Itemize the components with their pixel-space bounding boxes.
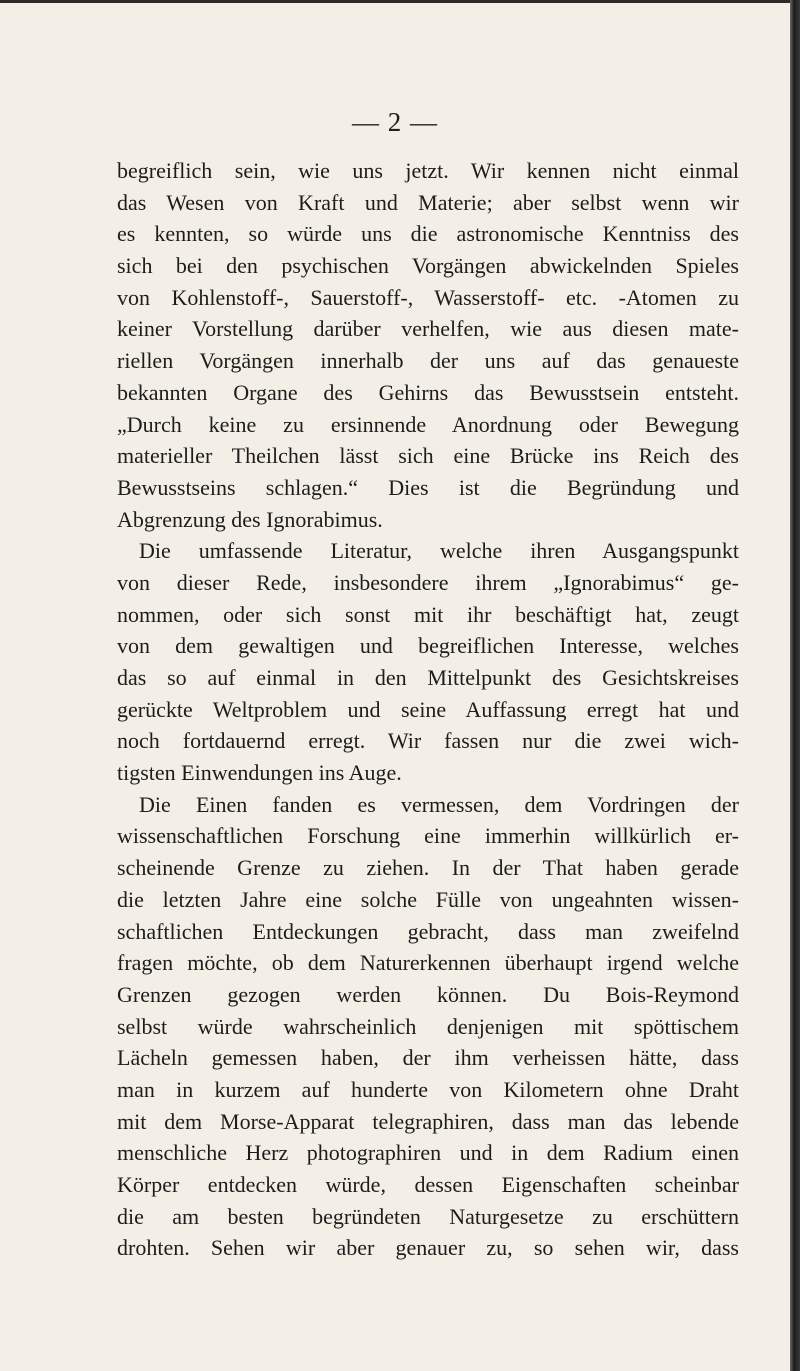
text-line: bekannten Organe des Gehirns das Bewusstsein entsteht. xyxy=(117,379,739,405)
text-line: Die umfassende Literatur, welche ihren Ausgangspunkt xyxy=(139,538,739,564)
text-line: scheinende Grenze zu ziehen. In der That haben gerade xyxy=(117,855,739,881)
text-line: Bewusstseins schlagen.“ Dies ist die Begründung und xyxy=(117,474,739,500)
text-line: materieller Theilchen lässt sich eine Brücke ins Reich des xyxy=(117,443,739,469)
text-line: tigsten Einwendungen ins Auge. xyxy=(117,760,402,786)
text-line: keiner Vorstellung darüber verhelfen, wie aus diesen mate- xyxy=(117,316,739,342)
text-line: menschliche Herz photographiren und in dem Radium einen xyxy=(117,1140,739,1166)
text-line: Grenzen gezogen werden können. Du Bois-Reymond xyxy=(117,981,739,1007)
text-line: Abgrenzung des Ignorabimus. xyxy=(117,506,383,532)
text-line: es kennten, so würde uns die astronomische Kenntniss des xyxy=(117,221,739,247)
book-spine-edge xyxy=(790,0,800,1371)
text-line: nommen, oder sich sonst mit ihr beschäftigt hat, zeugt xyxy=(117,601,739,627)
text-line: das Wesen von Kraft und Materie; aber selbst wenn wir xyxy=(117,189,739,215)
text-line: drohten. Sehen wir aber genauer zu, so sehen wir, dass xyxy=(117,1235,739,1261)
text-line: Die Einen fanden es vermessen, dem Vordringen der xyxy=(139,791,739,817)
text-line: „Durch keine zu ersinnende Anordnung oder Bewegung xyxy=(117,411,739,437)
text-line: von dem gewaltigen und begreiflichen Interesse, welches xyxy=(117,633,739,659)
page-number: — 2 — xyxy=(352,107,438,137)
text-line: mit dem Morse-Apparat telegraphiren, dass man das lebende xyxy=(117,1108,739,1134)
body-text xyxy=(117,155,739,1264)
text-line: begreiflich sein, wie uns jetzt. Wir kennen nicht einmal xyxy=(117,158,739,183)
text-line: schaftlichen Entdeckungen gebracht, dass man zweifelnd xyxy=(117,918,739,944)
text-line: Körper entdecken würde, dessen Eigenschaften scheinbar xyxy=(117,1172,739,1197)
text-line: riellen Vorgängen innerhalb der uns auf das genaueste xyxy=(117,348,739,374)
text-line: fragen möchte, ob dem Naturerkennen überhaupt irgend welche xyxy=(117,950,739,976)
text-line: gerückte Weltproblem und seine Auffassung erregt hat und xyxy=(117,696,739,722)
text-line: die letzten Jahre eine solche Fülle von ungeahnten wissen- xyxy=(117,886,739,912)
text-line: selbst würde wahrscheinlich denjenigen mit spöttischem xyxy=(117,1013,739,1039)
text-line: man in kurzem auf hunderte von Kilometern ohne Draht xyxy=(117,1076,739,1102)
text-line: noch fortdauernd erregt. Wir fassen nur die zwei wich- xyxy=(117,728,739,754)
text-line: die am besten begründeten Naturgesetze zu erschüttern xyxy=(117,1203,739,1229)
text-line: von Kohlenstoff-, Sauerstoff-, Wasserstoff- etc. -Atomen zu xyxy=(117,284,739,310)
text-line: von dieser Rede, insbesondere ihrem „Ignorabimus“ ge- xyxy=(117,569,739,595)
text-line: wissenschaftlichen Forschung eine immerhin willkürlich er- xyxy=(117,823,739,849)
text-line: Lächeln gemessen haben, der ihm verheissen hätte, dass xyxy=(117,1045,739,1071)
text-line: das so auf einmal in den Mittelpunkt des Gesichtskreises xyxy=(117,665,739,690)
text-line: sich bei den psychischen Vorgängen abwickelnden Spieles xyxy=(117,253,739,279)
